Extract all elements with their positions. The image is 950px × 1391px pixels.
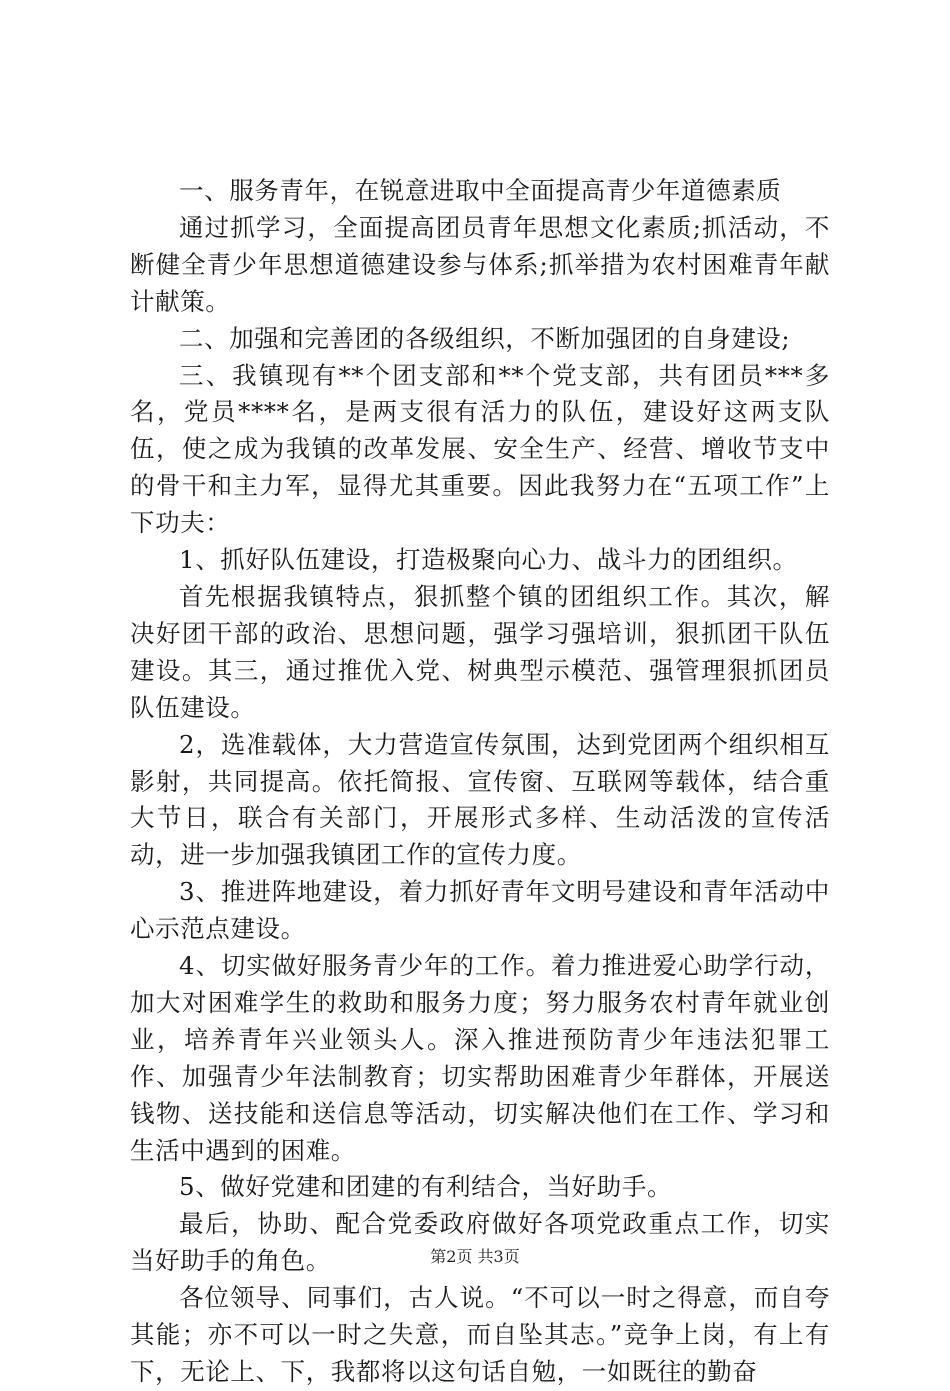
- page-footer: 第2页 共3页: [430, 1247, 520, 1266]
- paragraph-5: 1、抓好队伍建设，打造极聚向心力、战斗力的团组织。: [179, 545, 798, 575]
- paragraph-1: 一、服务青年，在锐意进取中全面提高青少年道德素质: [179, 176, 782, 205]
- paragraph-2: 通过抓学习，全面提高团员青年思想文化素质;抓活动，不断健全青少年思想道德建设参与体系;抓举措为农村困难青年献计献策。: [130, 212, 830, 316]
- document-body: [130, 173, 830, 1391]
- paragraph-7: 2，选准载体，大力营造宣传氛围，达到党团两个组织相互影射，共同提高。依托简报、宣传窗、互联网等载体，结合重大节日，联合有关部门，开展形式多样、生动活泼的宣传活动，进一步加强我镇团工作的宣传力度。: [130, 729, 830, 870]
- paragraph-3: 二、加强和完善团的各级组织，不断加强团的自身建设;: [179, 323, 791, 353]
- paragraph-10: 5、做好党建和团建的有利结合，当好助手。: [179, 1172, 673, 1202]
- paragraph-8: 3、推进阵地建设，着力抓好青年文明号建设和青年活动中心示范点建设。: [130, 877, 830, 944]
- paragraph-4: 三、我镇现有**个团支部和**个党支部，共有团员***多名，党员****名，是两支很有活力的队伍，建设好这两支队伍，使之成为我镇的改革发展、安全生产、经营、增收节支中的骨干和主力军，显得尤其重要。因此我努力在“五项工作”上下功夫：: [130, 360, 830, 538]
- paragraph-11: 最后，协助、配合党委政府做好各项党政重点工作，切实当好助手的角色。: [130, 1209, 830, 1276]
- paragraph-9: 4、切实做好服务青少年的工作。着力推进爱心助学行动，加大对困难学生的救助和服务力度；努力服务农村青年就业创业，培养青年兴业领头人。深入推进预防青少年违法犯罪工作、加强青少年法制教育；切实帮助困难青少年群体，开展送钱物、送技能和送信息等活动，切实解决他们在工作、学习和生活中遇到的困难。: [130, 951, 830, 1165]
- paragraph-6: 首先根据我镇特点，狠抓整个镇的团组织工作。其次，解决好团干部的政治、思想问题，强学习强培训，狠抓团干队伍建设。其三，通过推优入党、树典型示模范、强管理狠抓团员队伍建设。: [130, 581, 830, 722]
- paragraph-12: 各位领导、同事们，古人说。“不可以一时之得意，而自夸其能；亦不可以一时之失意，而自坠其志。”竞争上岗，有上有下，无论上、下，我都将以这句话自勉，一如既往的勤奋: [130, 1283, 830, 1386]
